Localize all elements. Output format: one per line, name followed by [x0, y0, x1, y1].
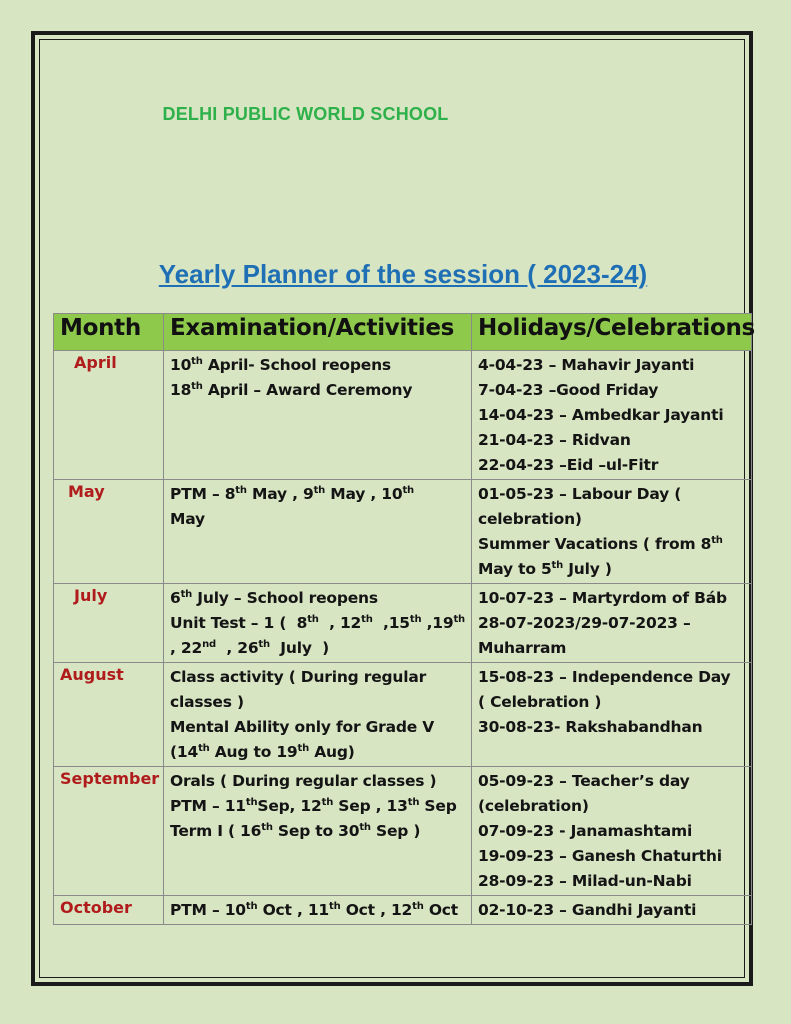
page-title: Yearly Planner of the session ( 2023-24) [158, 259, 648, 289]
activity-line: 18th April – Award Ceremony [170, 380, 413, 399]
header-row [54, 314, 752, 351]
activities-cell [164, 584, 472, 663]
holiday-line: 01-05-23 – Labour Day ( [478, 485, 682, 503]
holiday-line: 28-07-2023/29-07-2023 – [478, 614, 691, 632]
holiday-line: 28-09-23 – Milad-un-Nabi [478, 872, 692, 890]
month-label: September [60, 769, 160, 788]
planner-table [53, 313, 755, 925]
holidays-cell [472, 584, 752, 663]
activities-cell [164, 767, 472, 896]
holidays-cell [472, 663, 752, 767]
activity-line: 10th April- School reopens [170, 355, 391, 374]
holidays-cell [472, 896, 752, 925]
holiday-line: 22-04-23 –Eid –ul-Fitr [478, 456, 659, 474]
planner-row-july [54, 584, 752, 663]
holiday-line: 15-08-23 – Independence Day [478, 668, 731, 686]
holiday-line: 10-07-23 – Martyrdom of Báb [478, 589, 727, 607]
activity-line: May [170, 510, 205, 528]
planner-row-october [54, 896, 752, 925]
holiday-line: 14-04-23 – Ambedkar Jayanti [478, 406, 724, 424]
activity-line: (14th Aug to 19th Aug) [170, 742, 355, 761]
month-cell [54, 480, 164, 584]
activities-cell [164, 351, 472, 480]
holiday-line: 02-10-23 – Gandhi Jayanti [478, 901, 697, 919]
holiday-line: 05-09-23 – Teacher’s day [478, 772, 690, 790]
holiday-line: 07-09-23 - Janamashtami [478, 822, 693, 840]
holiday-line: Muharram [478, 639, 567, 657]
header-activities: Examination/Activities [164, 314, 472, 351]
month-label: May [68, 482, 105, 501]
activities-cell [164, 480, 472, 584]
holiday-line: 4-04-23 – Mahavir Jayanti [478, 356, 695, 374]
month-label: October [60, 898, 132, 917]
holiday-line: Summer Vacations ( from 8th [478, 534, 723, 553]
planner-row-may [54, 480, 752, 584]
planner-row-september [54, 767, 752, 896]
activity-line: , 22nd , 26th July ) [170, 638, 329, 657]
header-holidays: Holidays/Celebrations [472, 314, 752, 351]
activity-line: Term I ( 16th Sep to 30th Sep ) [170, 821, 421, 840]
month-label: August [60, 665, 124, 684]
activities-cell [164, 896, 472, 925]
month-cell [54, 767, 164, 896]
planner-row-april [54, 351, 752, 480]
holidays-cell [472, 351, 752, 480]
month-cell [54, 663, 164, 767]
holiday-line: 19-09-23 – Ganesh Chaturthi [478, 847, 722, 865]
activity-line: Mental Ability only for Grade V [170, 718, 435, 736]
holiday-line: celebration) [478, 510, 582, 528]
holiday-line: 7-04-23 –Good Friday [478, 381, 659, 399]
planner-row-august [54, 663, 752, 767]
activity-line: Orals ( During regular classes ) [170, 772, 437, 790]
activity-line: Unit Test – 1 ( 8th , 12th ,15th ,19th [170, 613, 465, 632]
holidays-cell [472, 480, 752, 584]
holiday-line: ( Celebration ) [478, 693, 602, 711]
holidays-cell [472, 767, 752, 896]
planner-body [54, 351, 752, 925]
header-month: Month [54, 314, 164, 351]
school-name: DELHI PUBLIC WORLD SCHOOL [162, 104, 449, 124]
activity-line: 6th July – School reopens [170, 588, 378, 607]
holiday-line: 30-08-23- Rakshabandhan [478, 718, 703, 736]
activity-line: Class activity ( During regular [170, 668, 427, 686]
month-label: April [74, 353, 117, 372]
month-cell [54, 351, 164, 480]
activity-line: PTM – 10th Oct , 11th Oct , 12th Oct [170, 900, 458, 919]
holiday-line: 21-04-23 – Ridvan [478, 431, 631, 449]
month-cell [54, 584, 164, 663]
month-cell [54, 896, 164, 925]
holiday-line: May to 5th July ) [478, 559, 612, 578]
activity-line: classes ) [170, 693, 244, 711]
holiday-line: (celebration) [478, 797, 589, 815]
activities-cell [164, 663, 472, 767]
month-label: July [74, 586, 108, 605]
activity-line: PTM – 11thSep, 12th Sep , 13th Sep [170, 796, 457, 815]
activity-line: PTM – 8th May , 9th May , 10th [170, 484, 414, 503]
